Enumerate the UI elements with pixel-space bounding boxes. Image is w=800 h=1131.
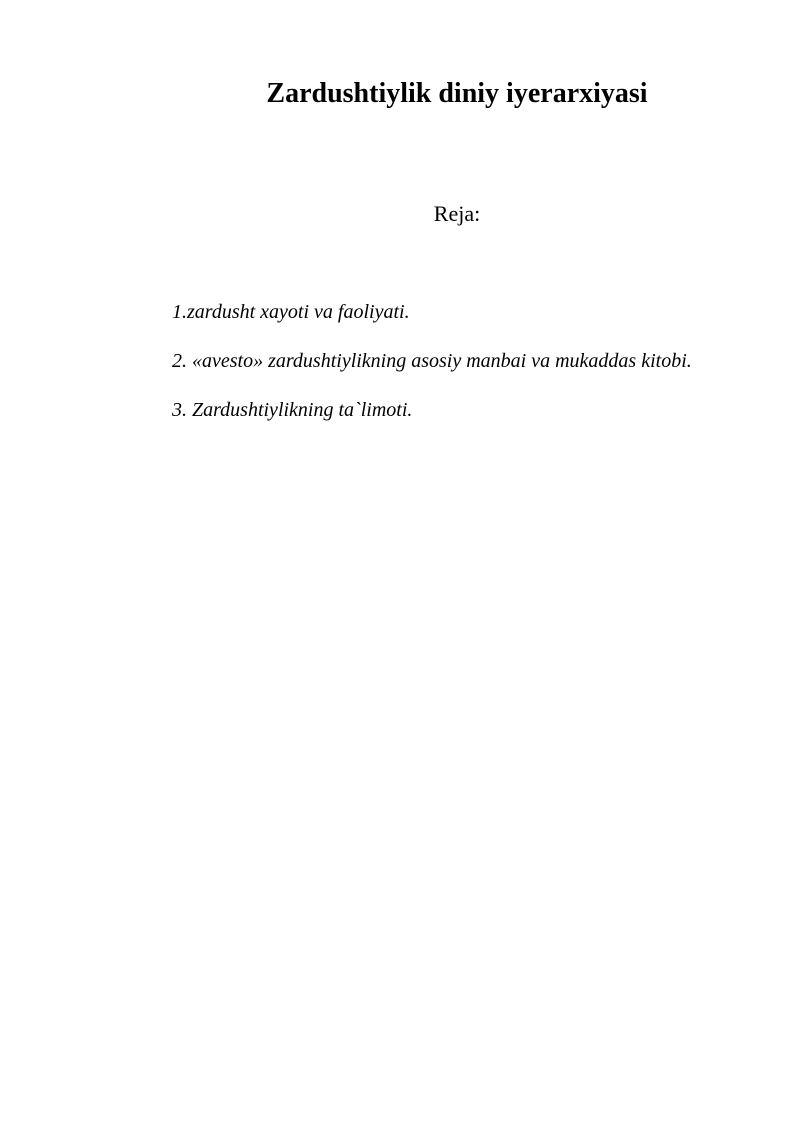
plan-item-2: 2. «avesto» zardushtiylikning asosiy manbai va mukaddas kitobi. — [172, 350, 692, 372]
plan-list — [172, 298, 782, 445]
plan-item-3: 3. Zardushtiylikning ta`limoti. — [172, 399, 413, 421]
plan-item-1: 1.zardusht xayoti va faoliyati. — [172, 301, 410, 323]
plan-heading: Reja: — [433, 201, 481, 226]
page-title: Zardushtiylik diniy iyerarxiyasi — [266, 78, 648, 109]
